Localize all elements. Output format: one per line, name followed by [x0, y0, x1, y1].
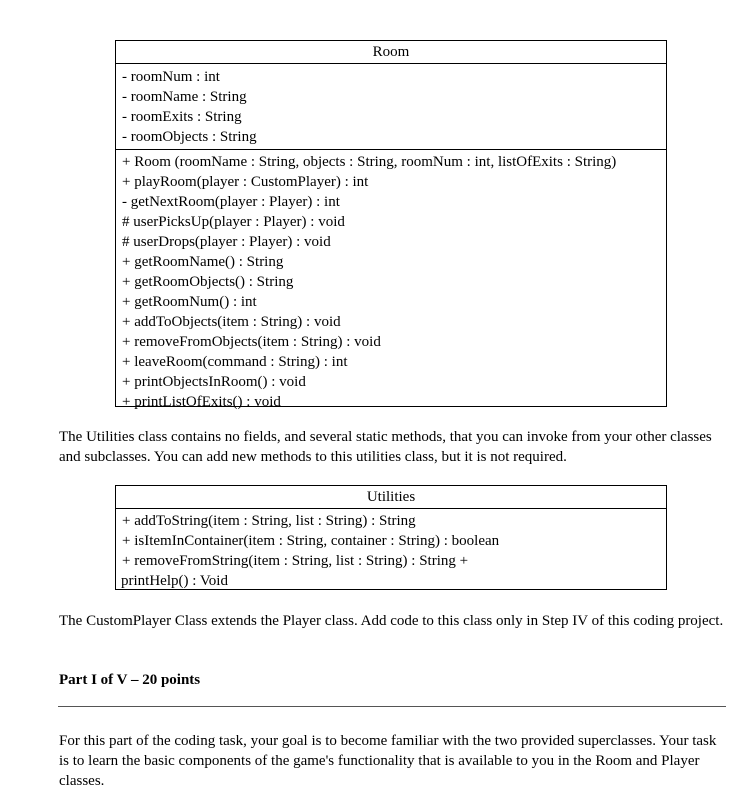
utilities-method: + removeFromString(item : String, list : String) : String + [122, 553, 469, 569]
section-divider [58, 706, 726, 707]
room-field: - roomName : String [122, 89, 247, 105]
room-class-diagram [115, 40, 667, 410]
utilities-method: + isItemInContainer(item : String, container : String) : boolean [122, 533, 500, 549]
room-method: + playRoom(player : CustomPlayer) : int [122, 174, 369, 190]
room-method: # userPicksUp(player : Player) : void [122, 214, 345, 230]
room-method: # userDrops(player : Player) : void [122, 234, 331, 250]
utilities-method: + addToString(item : String, list : String) : String [122, 513, 416, 529]
room-method: + printListOfExits() : void [122, 394, 281, 410]
utilities-method: printHelp() : Void [121, 573, 228, 589]
room-method: - getNextRoom(player : Player) : int [122, 194, 340, 210]
part-heading: Part I of V – 20 points [59, 672, 201, 688]
room-method: + removeFromObjects(item : String) : void [122, 334, 381, 350]
room-method: + leaveRoom(command : String) : int [122, 354, 348, 370]
room-field: - roomObjects : String [122, 129, 257, 145]
room-method: + getRoomNum() : int [122, 294, 257, 310]
room-fields-section [116, 64, 666, 150]
room-class-title: Room [116, 41, 666, 64]
room-method: + getRoomObjects() : String [122, 274, 294, 290]
utilities-methods-section [116, 509, 666, 593]
room-method: + Room (roomName : String, objects : String, roomNum : int, listOfExits : String) [122, 154, 617, 170]
room-method: + getRoomName() : String [122, 254, 284, 270]
room-methods-section [116, 150, 666, 414]
room-method: + addToObjects(item : String) : void [122, 314, 341, 330]
part-description-paragraph: For this part of the coding task, your goal is to become familiar with the two provided superclasses. Your task is to learn the basic components of the game's functionality that is available to you in the Room and Player classes. [59, 733, 717, 789]
utilities-class-diagram [115, 485, 667, 590]
utilities-intro-paragraph: The Utilities class contains no fields, and several static methods, that you can invoke from your other classes and subclasses. You can add new methods to this utilities class, but it is not required. [59, 429, 712, 465]
room-method: + printObjectsInRoom() : void [122, 374, 306, 390]
utilities-class-title: Utilities [116, 486, 666, 509]
room-field: - roomNum : int [122, 69, 220, 85]
room-field: - roomExits : String [122, 109, 242, 125]
custom-player-paragraph: The CustomPlayer Class extends the Player class. Add code to this class only in Step IV of this coding project. [59, 613, 724, 629]
